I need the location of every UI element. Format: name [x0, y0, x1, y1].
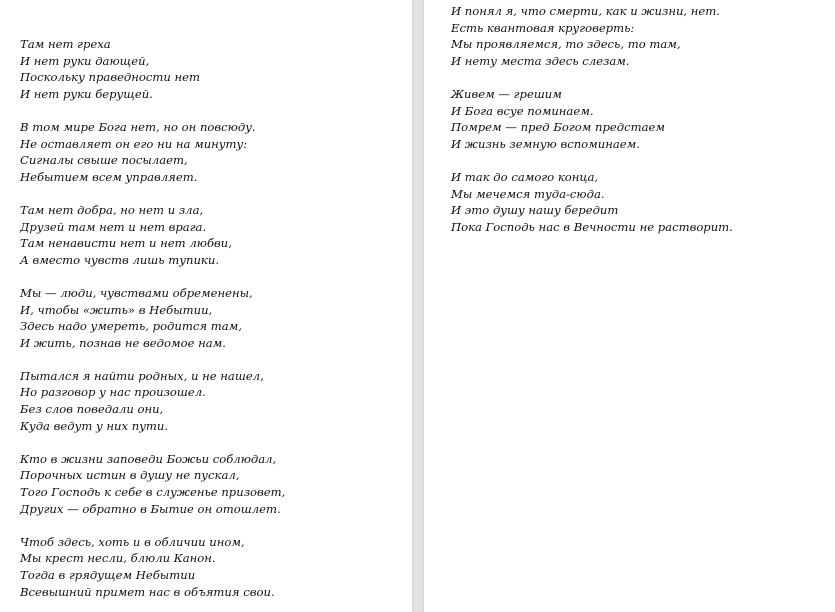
poem-line: Есть квантовая круговерть:	[451, 20, 635, 35]
poem-line: Не оставляет он его ни на минуту:	[20, 136, 248, 151]
poem-line: Там нет добра, но нет и зла,	[20, 202, 204, 217]
poem-line: Кто в жизни заповеди Божьи соблюдал,	[20, 451, 277, 466]
poem-line: И нет руки дающей,	[20, 53, 150, 68]
poem-line: Порочных истин в душу не пускал,	[20, 468, 240, 483]
poem-line: И так до самого конца,	[451, 169, 599, 184]
poem-line: Там нет греха	[20, 37, 111, 51]
stanza	[20, 285, 285, 351]
poem-line: Всевышний примет нас в объятия свои.	[20, 584, 275, 599]
stanza	[20, 534, 285, 600]
stanza	[20, 202, 285, 268]
document-page-right	[424, 0, 835, 612]
stanza	[451, 169, 733, 235]
poem-line: Сигналы свыше посылает,	[20, 153, 188, 168]
poem-line: Куда ведут у них пути.	[20, 418, 169, 433]
poem-line: И жизнь земную вспоминаем.	[451, 136, 640, 151]
poem-line: Поскольку праведности нет	[20, 70, 201, 85]
poem-line: Без слов поведали они,	[20, 402, 164, 417]
document-page-left	[0, 0, 412, 612]
poem-line: Здесь надо умереть, родится там,	[20, 319, 242, 334]
poem-line: И жить, познав не ведомое нам.	[20, 335, 226, 350]
poem-line: И нет руки берущей.	[20, 86, 153, 101]
poem-line: В том мире Бога нет, но он повсюду.	[20, 119, 256, 134]
stanza	[20, 451, 285, 517]
poem-line: И это душу нашу бередит	[451, 203, 619, 218]
poem-line: Мы — люди, чувствами обременены,	[20, 285, 253, 300]
poem-line: Других — обратно в Бытие он отошлет.	[20, 501, 281, 516]
poem-line: И понял я, что смерти, как и жизни, нет.	[451, 4, 720, 18]
stanza	[20, 368, 285, 434]
poem-line: Но разговор у нас произошел.	[20, 385, 206, 400]
poem-line: И нету места здесь слезам.	[451, 53, 630, 68]
stanza	[20, 119, 285, 185]
poem-line: Мы крест несли, блюли Канон.	[20, 551, 216, 566]
poem-line: А вместо чувств лишь тупики.	[20, 252, 220, 267]
poem-line: Там ненависти нет и нет любви,	[20, 236, 232, 251]
page-gutter	[412, 0, 424, 612]
poem-line: Друзей там нет и нет врага.	[20, 219, 207, 234]
stanza	[451, 86, 733, 152]
poem-line: Мы мечемся туда-сюда.	[451, 186, 605, 201]
poem-line: Пытался я найти родных, и не нашел,	[20, 368, 264, 383]
poem-text-left	[20, 36, 285, 612]
poem-line: И Бога всуе поминаем.	[451, 103, 594, 118]
stanza	[451, 3, 733, 69]
poem-line: Пока Господь нас в Вечности не растворит.	[451, 219, 733, 234]
poem-line: Того Господь к себе в служенье призовет,	[20, 485, 286, 500]
poem-line: Небытием всем управляет.	[20, 169, 198, 184]
poem-line: Чтоб здесь, хоть и в обличии ином,	[20, 534, 245, 549]
poem-text-right	[451, 3, 733, 252]
poem-line: Живем — грешим	[451, 86, 562, 101]
poem-line: Помрем — пред Богом предстаем	[451, 120, 665, 135]
poem-line: Тогда в грядущем Небытии	[20, 568, 196, 582]
stanza	[20, 36, 285, 102]
poem-line: И, чтобы «жить» в Небытии,	[20, 302, 213, 317]
poem-line: Мы проявляемся, то здесь, то там,	[451, 37, 681, 52]
